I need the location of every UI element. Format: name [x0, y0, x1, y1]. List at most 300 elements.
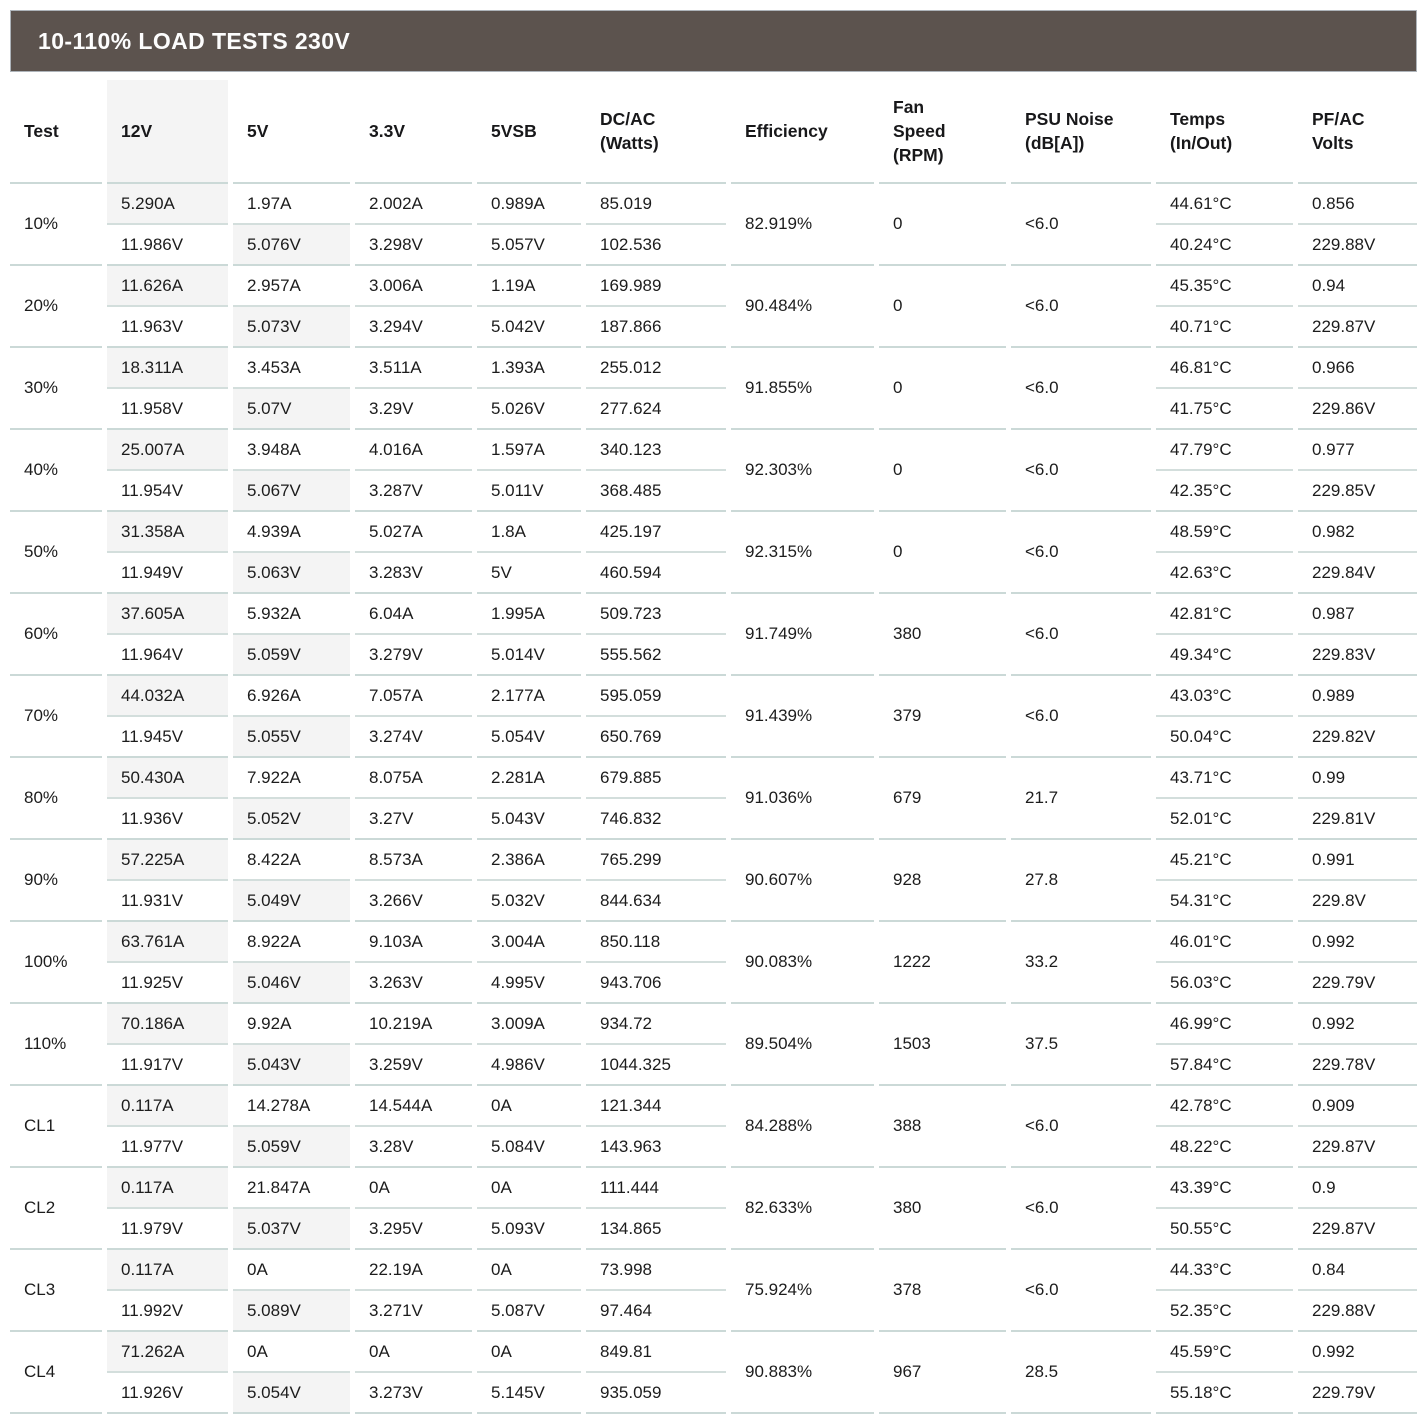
row-label-test: 100% — [10, 922, 102, 1004]
col-header-psu-noise-line: (dB[A]) — [1025, 133, 1085, 153]
cell-temp-in: 42.78°C — [1156, 1086, 1293, 1127]
cell-5vsb-voltage: 5.014V — [477, 635, 581, 676]
cell-ac-watts: 935.059 — [586, 1373, 726, 1414]
cell-3v3-voltage: 3.279V — [355, 635, 472, 676]
cell-12v-current: 71.262A — [107, 1332, 228, 1373]
cell-12v-current: 0.117A — [107, 1250, 228, 1291]
test-row-voltage — [10, 225, 1417, 266]
cell-5v-current: 6.926A — [233, 676, 350, 717]
cell-temp-in: 44.61°C — [1156, 184, 1293, 225]
col-header-dc-ac-watts — [586, 80, 726, 184]
col-header-5vsb — [477, 80, 581, 184]
col-header-fan-speed-line: Fan — [893, 96, 925, 117]
cell-temp-in: 45.21°C — [1156, 840, 1293, 881]
cell-3v3-voltage: 3.273V — [355, 1373, 472, 1414]
cell-efficiency: 92.315% — [731, 512, 874, 594]
cell-fan-speed: 1503 — [879, 1004, 1006, 1086]
cell-psu-noise: <6.0 — [1011, 266, 1151, 348]
cell-5vsb-current: 3.009A — [477, 1004, 581, 1045]
cell-temp-out: 40.24°C — [1156, 225, 1293, 266]
cell-ac-watts: 746.832 — [586, 799, 726, 840]
cell-power-factor: 0.989 — [1298, 676, 1417, 717]
cell-ac-watts: 650.769 — [586, 717, 726, 758]
cell-12v-voltage: 11.958V — [107, 389, 228, 430]
cell-3v3-current: 0A — [355, 1168, 472, 1209]
cell-5vsb-current: 1.393A — [477, 348, 581, 389]
cell-3v3-voltage: 3.266V — [355, 881, 472, 922]
cell-fan-speed: 0 — [879, 348, 1006, 430]
col-header-temps-line: (In/Out) — [1170, 133, 1233, 153]
cell-12v-current: 50.430A — [107, 758, 228, 799]
cell-dc-watts: 111.444 — [586, 1168, 726, 1209]
cell-ac-volts: 229.79V — [1298, 963, 1417, 1004]
col-header-pf-ac-volts — [1298, 80, 1417, 184]
cell-5v-current: 7.922A — [233, 758, 350, 799]
test-row-current — [10, 1168, 1417, 1209]
cell-3v3-current: 7.057A — [355, 676, 472, 717]
cell-temp-in: 43.03°C — [1156, 676, 1293, 717]
cell-psu-noise: <6.0 — [1011, 1250, 1151, 1332]
cell-ac-watts: 187.866 — [586, 307, 726, 348]
table-title-bar — [10, 10, 1417, 72]
cell-5vsb-voltage: 5.032V — [477, 881, 581, 922]
row-label-test: 10% — [10, 184, 102, 266]
cell-fan-speed: 928 — [879, 840, 1006, 922]
cell-efficiency: 90.607% — [731, 840, 874, 922]
cell-5v-current: 0A — [233, 1250, 350, 1291]
cell-5v-voltage: 5.043V — [233, 1045, 350, 1086]
col-header-5v — [233, 80, 350, 184]
cell-12v-current: 25.007A — [107, 430, 228, 471]
cell-12v-current: 18.311A — [107, 348, 228, 389]
cell-3v3-current: 8.075A — [355, 758, 472, 799]
cell-5v-voltage: 5.052V — [233, 799, 350, 840]
cell-ac-volts: 229.82V — [1298, 717, 1417, 758]
cell-fan-speed: 0 — [879, 266, 1006, 348]
cell-efficiency: 84.288% — [731, 1086, 874, 1168]
cell-5vsb-current: 0A — [477, 1168, 581, 1209]
cell-fan-speed: 0 — [879, 430, 1006, 512]
test-row-current — [10, 1250, 1417, 1291]
col-header-psu-noise — [1011, 80, 1151, 184]
cell-temp-out: 42.63°C — [1156, 553, 1293, 594]
cell-ac-watts: 460.594 — [586, 553, 726, 594]
cell-temp-in: 43.39°C — [1156, 1168, 1293, 1209]
cell-5v-current: 3.948A — [233, 430, 350, 471]
load-tests-table — [5, 80, 1422, 1414]
cell-3v3-voltage: 3.259V — [355, 1045, 472, 1086]
cell-dc-watts: 509.723 — [586, 594, 726, 635]
cell-ac-volts: 229.84V — [1298, 553, 1417, 594]
cell-psu-noise: 28.5 — [1011, 1332, 1151, 1414]
cell-5v-current: 21.847A — [233, 1168, 350, 1209]
cell-ac-volts: 229.87V — [1298, 1209, 1417, 1250]
cell-efficiency: 91.036% — [731, 758, 874, 840]
cell-3v3-current: 9.103A — [355, 922, 472, 963]
cell-5v-voltage: 5.054V — [233, 1373, 350, 1414]
cell-12v-current: 5.290A — [107, 184, 228, 225]
col-header-3v3-line: 3.3V — [369, 120, 405, 141]
cell-ac-volts: 229.86V — [1298, 389, 1417, 430]
cell-temp-out: 40.71°C — [1156, 307, 1293, 348]
cell-3v3-voltage: 3.298V — [355, 225, 472, 266]
col-header-fan-speed — [879, 80, 1006, 184]
cell-efficiency: 75.924% — [731, 1250, 874, 1332]
cell-temp-in: 46.81°C — [1156, 348, 1293, 389]
cell-12v-current: 37.605A — [107, 594, 228, 635]
cell-fan-speed: 0 — [879, 184, 1006, 266]
cell-temp-out: 52.01°C — [1156, 799, 1293, 840]
cell-psu-noise: 33.2 — [1011, 922, 1151, 1004]
cell-3v3-voltage: 3.27V — [355, 799, 472, 840]
cell-5vsb-current: 1.8A — [477, 512, 581, 553]
cell-12v-current: 11.626A — [107, 266, 228, 307]
cell-5vsb-current: 2.386A — [477, 840, 581, 881]
cell-temp-out: 55.18°C — [1156, 1373, 1293, 1414]
cell-5v-voltage: 5.073V — [233, 307, 350, 348]
col-header-dc-ac-watts-line: (Watts) — [600, 133, 659, 153]
cell-temp-in: 44.33°C — [1156, 1250, 1293, 1291]
cell-ac-volts: 229.78V — [1298, 1045, 1417, 1086]
cell-psu-noise: <6.0 — [1011, 1168, 1151, 1250]
cell-dc-watts: 849.81 — [586, 1332, 726, 1373]
cell-5vsb-current: 0.989A — [477, 184, 581, 225]
test-row-voltage — [10, 635, 1417, 676]
test-row-current — [10, 1004, 1417, 1045]
cell-efficiency: 91.749% — [731, 594, 874, 676]
cell-3v3-current: 3.006A — [355, 266, 472, 307]
cell-5vsb-voltage: 5.084V — [477, 1127, 581, 1168]
cell-3v3-current: 5.027A — [355, 512, 472, 553]
cell-5v-current: 0A — [233, 1332, 350, 1373]
cell-5vsb-voltage: 5.042V — [477, 307, 581, 348]
cell-power-factor: 0.982 — [1298, 512, 1417, 553]
test-row-current — [10, 266, 1417, 307]
row-label-test: 70% — [10, 676, 102, 758]
cell-3v3-voltage: 3.263V — [355, 963, 472, 1004]
cell-ac-watts: 943.706 — [586, 963, 726, 1004]
test-row-current — [10, 840, 1417, 881]
test-row-voltage — [10, 1291, 1417, 1332]
cell-12v-current: 70.186A — [107, 1004, 228, 1045]
cell-power-factor: 0.9 — [1298, 1168, 1417, 1209]
cell-5vsb-voltage: 5.093V — [477, 1209, 581, 1250]
cell-fan-speed: 0 — [879, 512, 1006, 594]
cell-5v-current: 9.92A — [233, 1004, 350, 1045]
cell-12v-voltage: 11.925V — [107, 963, 228, 1004]
cell-dc-watts: 73.998 — [586, 1250, 726, 1291]
cell-temp-out: 54.31°C — [1156, 881, 1293, 922]
cell-efficiency: 91.855% — [731, 348, 874, 430]
cell-3v3-voltage: 3.28V — [355, 1127, 472, 1168]
col-header-fan-speed-line: (RPM) — [893, 145, 944, 166]
row-label-test: 110% — [10, 1004, 102, 1086]
test-row-voltage — [10, 881, 1417, 922]
cell-3v3-voltage: 3.274V — [355, 717, 472, 758]
cell-3v3-current: 2.002A — [355, 184, 472, 225]
row-label-test: 20% — [10, 266, 102, 348]
row-label-test: CL3 — [10, 1250, 102, 1332]
cell-ac-volts: 229.88V — [1298, 1291, 1417, 1332]
row-label-test: CL2 — [10, 1168, 102, 1250]
cell-temp-out: 41.75°C — [1156, 389, 1293, 430]
cell-3v3-current: 3.511A — [355, 348, 472, 389]
cell-ac-watts: 1044.325 — [586, 1045, 726, 1086]
cell-psu-noise: <6.0 — [1011, 430, 1151, 512]
cell-5v-current: 8.422A — [233, 840, 350, 881]
cell-dc-watts: 765.299 — [586, 840, 726, 881]
test-row-voltage — [10, 307, 1417, 348]
cell-12v-voltage: 11.964V — [107, 635, 228, 676]
cell-12v-voltage: 11.926V — [107, 1373, 228, 1414]
cell-3v3-voltage: 3.271V — [355, 1291, 472, 1332]
cell-5v-current: 3.453A — [233, 348, 350, 389]
test-row-voltage — [10, 1209, 1417, 1250]
cell-fan-speed: 380 — [879, 594, 1006, 676]
cell-5v-current: 5.932A — [233, 594, 350, 635]
cell-3v3-voltage: 3.295V — [355, 1209, 472, 1250]
test-row-voltage — [10, 1127, 1417, 1168]
cell-temp-out: 57.84°C — [1156, 1045, 1293, 1086]
cell-12v-current: 63.761A — [107, 922, 228, 963]
cell-ac-watts: 844.634 — [586, 881, 726, 922]
cell-12v-voltage: 11.986V — [107, 225, 228, 266]
cell-12v-voltage: 11.963V — [107, 307, 228, 348]
cell-12v-voltage: 11.949V — [107, 553, 228, 594]
cell-temp-out: 52.35°C — [1156, 1291, 1293, 1332]
cell-12v-voltage: 11.917V — [107, 1045, 228, 1086]
cell-ac-volts: 229.87V — [1298, 1127, 1417, 1168]
cell-5v-current: 4.939A — [233, 512, 350, 553]
cell-5v-voltage: 5.037V — [233, 1209, 350, 1250]
cell-dc-watts: 169.989 — [586, 266, 726, 307]
cell-ac-volts: 229.85V — [1298, 471, 1417, 512]
cell-12v-current: 44.032A — [107, 676, 228, 717]
test-row-current — [10, 1332, 1417, 1373]
cell-power-factor: 0.987 — [1298, 594, 1417, 635]
col-header-temps — [1156, 80, 1293, 184]
col-header-3v3 — [355, 80, 472, 184]
cell-ac-volts: 229.81V — [1298, 799, 1417, 840]
col-header-fan-speed-line: Speed — [893, 120, 946, 141]
cell-dc-watts: 85.019 — [586, 184, 726, 225]
cell-temp-out: 49.34°C — [1156, 635, 1293, 676]
cell-fan-speed: 1222 — [879, 922, 1006, 1004]
cell-5v-voltage: 5.063V — [233, 553, 350, 594]
cell-temp-out: 48.22°C — [1156, 1127, 1293, 1168]
cell-power-factor: 0.992 — [1298, 1004, 1417, 1045]
cell-power-factor: 0.99 — [1298, 758, 1417, 799]
test-row-current — [10, 594, 1417, 635]
cell-efficiency: 91.439% — [731, 676, 874, 758]
header-row — [10, 80, 1417, 184]
row-label-test: 60% — [10, 594, 102, 676]
cell-dc-watts: 121.344 — [586, 1086, 726, 1127]
cell-12v-voltage: 11.977V — [107, 1127, 228, 1168]
cell-3v3-voltage: 3.283V — [355, 553, 472, 594]
table-header — [10, 80, 1417, 184]
cell-5vsb-voltage: 4.995V — [477, 963, 581, 1004]
cell-psu-noise: <6.0 — [1011, 348, 1151, 430]
cell-3v3-voltage: 3.287V — [355, 471, 472, 512]
cell-5v-current: 8.922A — [233, 922, 350, 963]
cell-12v-current: 0.117A — [107, 1168, 228, 1209]
cell-power-factor: 0.977 — [1298, 430, 1417, 471]
cell-3v3-voltage: 3.294V — [355, 307, 472, 348]
cell-efficiency: 92.303% — [731, 430, 874, 512]
cell-psu-noise: <6.0 — [1011, 594, 1151, 676]
test-row-voltage — [10, 389, 1417, 430]
cell-psu-noise: 27.8 — [1011, 840, 1151, 922]
cell-ac-watts: 143.963 — [586, 1127, 726, 1168]
cell-5vsb-current: 0A — [477, 1250, 581, 1291]
cell-5vsb-voltage: 5.011V — [477, 471, 581, 512]
cell-5v-voltage: 5.059V — [233, 1127, 350, 1168]
row-label-test: 90% — [10, 840, 102, 922]
row-label-test: CL4 — [10, 1332, 102, 1414]
col-header-pf-ac-volts-line: PF/AC — [1312, 108, 1365, 129]
cell-power-factor: 0.991 — [1298, 840, 1417, 881]
cell-12v-current: 31.358A — [107, 512, 228, 553]
cell-ac-volts: 229.8V — [1298, 881, 1417, 922]
cell-5v-current: 14.278A — [233, 1086, 350, 1127]
cell-psu-noise: 21.7 — [1011, 758, 1151, 840]
cell-5v-voltage: 5.07V — [233, 389, 350, 430]
cell-12v-current: 0.117A — [107, 1086, 228, 1127]
cell-fan-speed: 679 — [879, 758, 1006, 840]
cell-ac-volts: 229.79V — [1298, 1373, 1417, 1414]
row-label-test: 80% — [10, 758, 102, 840]
test-row-voltage — [10, 553, 1417, 594]
table-title: 10-110% LOAD TESTS 230V — [38, 27, 351, 54]
col-header-temps-line: Temps — [1170, 108, 1226, 129]
cell-5vsb-current: 3.004A — [477, 922, 581, 963]
cell-5vsb-voltage: 5.026V — [477, 389, 581, 430]
cell-5v-voltage: 5.076V — [233, 225, 350, 266]
cell-dc-watts: 850.118 — [586, 922, 726, 963]
cell-5v-voltage: 5.055V — [233, 717, 350, 758]
cell-12v-current: 57.225A — [107, 840, 228, 881]
cell-dc-watts: 340.123 — [586, 430, 726, 471]
cell-power-factor: 0.966 — [1298, 348, 1417, 389]
cell-ac-watts: 97.464 — [586, 1291, 726, 1332]
col-header-12v-line: 12V — [121, 120, 153, 141]
cell-dc-watts: 595.059 — [586, 676, 726, 717]
cell-temp-in: 42.81°C — [1156, 594, 1293, 635]
cell-efficiency: 82.919% — [731, 184, 874, 266]
cell-ac-volts: 229.88V — [1298, 225, 1417, 266]
cell-3v3-voltage: 3.29V — [355, 389, 472, 430]
cell-5vsb-voltage: 5.145V — [477, 1373, 581, 1414]
cell-temp-in: 45.59°C — [1156, 1332, 1293, 1373]
cell-temp-in: 46.01°C — [1156, 922, 1293, 963]
cell-5v-voltage: 5.049V — [233, 881, 350, 922]
col-header-dc-ac-watts-line: DC/AC — [600, 108, 656, 129]
cell-3v3-current: 0A — [355, 1332, 472, 1373]
cell-5v-current: 1.97A — [233, 184, 350, 225]
cell-3v3-current: 8.573A — [355, 840, 472, 881]
cell-3v3-current: 6.04A — [355, 594, 472, 635]
cell-5vsb-voltage: 5.054V — [477, 717, 581, 758]
cell-12v-voltage: 11.979V — [107, 1209, 228, 1250]
col-header-test — [10, 80, 102, 184]
cell-temp-out: 50.04°C — [1156, 717, 1293, 758]
cell-ac-watts: 555.562 — [586, 635, 726, 676]
cell-3v3-current: 10.219A — [355, 1004, 472, 1045]
cell-efficiency: 90.883% — [731, 1332, 874, 1414]
cell-ac-watts: 368.485 — [586, 471, 726, 512]
test-row-current — [10, 1086, 1417, 1127]
col-header-12v — [107, 80, 228, 184]
cell-ac-volts: 229.87V — [1298, 307, 1417, 348]
row-label-test: 50% — [10, 512, 102, 594]
cell-power-factor: 0.909 — [1298, 1086, 1417, 1127]
col-header-5vsb-line: 5VSB — [491, 120, 537, 141]
cell-5vsb-current: 0A — [477, 1086, 581, 1127]
cell-3v3-current: 14.544A — [355, 1086, 472, 1127]
cell-ac-watts: 134.865 — [586, 1209, 726, 1250]
test-row-current — [10, 676, 1417, 717]
cell-ac-volts: 229.83V — [1298, 635, 1417, 676]
cell-efficiency: 90.083% — [731, 922, 874, 1004]
table-body — [10, 184, 1417, 1414]
row-label-test: CL1 — [10, 1086, 102, 1168]
test-row-current — [10, 348, 1417, 389]
cell-5vsb-current: 1.995A — [477, 594, 581, 635]
cell-5vsb-current: 1.19A — [477, 266, 581, 307]
cell-5vsb-voltage: 5.087V — [477, 1291, 581, 1332]
cell-5vsb-current: 2.177A — [477, 676, 581, 717]
test-row-current — [10, 922, 1417, 963]
col-header-efficiency-line: Efficiency — [745, 120, 828, 141]
cell-psu-noise: 37.5 — [1011, 1004, 1151, 1086]
cell-dc-watts: 679.885 — [586, 758, 726, 799]
test-row-voltage — [10, 1045, 1417, 1086]
row-label-test: 40% — [10, 430, 102, 512]
cell-power-factor: 0.992 — [1298, 1332, 1417, 1373]
cell-3v3-current: 22.19A — [355, 1250, 472, 1291]
cell-temp-in: 48.59°C — [1156, 512, 1293, 553]
cell-efficiency: 82.633% — [731, 1168, 874, 1250]
cell-5vsb-voltage: 5V — [477, 553, 581, 594]
cell-12v-voltage: 11.992V — [107, 1291, 228, 1332]
test-row-current — [10, 430, 1417, 471]
cell-5vsb-current: 0A — [477, 1332, 581, 1373]
cell-12v-voltage: 11.954V — [107, 471, 228, 512]
test-row-voltage — [10, 799, 1417, 840]
cell-psu-noise: <6.0 — [1011, 184, 1151, 266]
cell-3v3-current: 4.016A — [355, 430, 472, 471]
cell-5vsb-voltage: 5.043V — [477, 799, 581, 840]
cell-temp-out: 50.55°C — [1156, 1209, 1293, 1250]
cell-temp-in: 43.71°C — [1156, 758, 1293, 799]
test-row-current — [10, 758, 1417, 799]
cell-ac-watts: 277.624 — [586, 389, 726, 430]
cell-fan-speed: 967 — [879, 1332, 1006, 1414]
test-row-current — [10, 184, 1417, 225]
cell-dc-watts: 934.72 — [586, 1004, 726, 1045]
cell-fan-speed: 388 — [879, 1086, 1006, 1168]
cell-5v-voltage: 5.046V — [233, 963, 350, 1004]
cell-5vsb-current: 1.597A — [477, 430, 581, 471]
cell-fan-speed: 379 — [879, 676, 1006, 758]
cell-temp-in: 45.35°C — [1156, 266, 1293, 307]
cell-power-factor: 0.992 — [1298, 922, 1417, 963]
cell-power-factor: 0.94 — [1298, 266, 1417, 307]
test-row-voltage — [10, 471, 1417, 512]
cell-5v-voltage: 5.067V — [233, 471, 350, 512]
cell-temp-in: 46.99°C — [1156, 1004, 1293, 1045]
